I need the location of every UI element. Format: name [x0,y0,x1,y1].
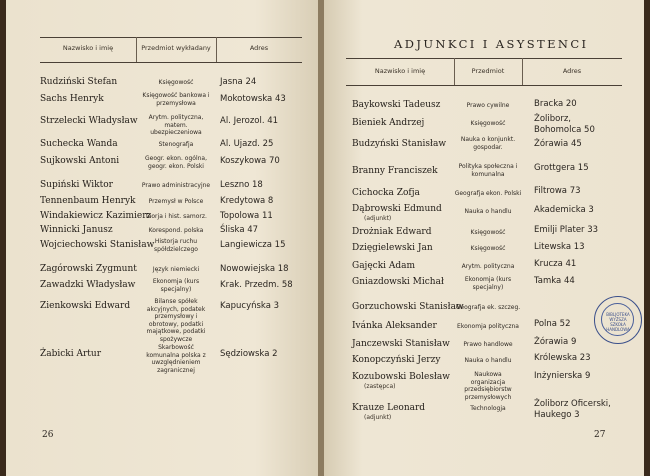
subject: Prawo administracyjne [141,182,211,189]
address: Bracka 20 [534,99,577,109]
table-header-rule [346,85,622,86]
person-name: Windakiewicz Kazimierz [40,211,152,221]
address: Litewska 13 [534,242,585,252]
header-subject: Przedmiot [471,67,505,75]
person-name: Branny Franciszek [352,166,438,176]
role-note: (adjunkt) [364,414,392,421]
address: Sędziowska 2 [220,349,278,359]
person-name: Sujkowski Antoni [40,156,120,166]
subject: Geografja ek. szczeg. [455,304,521,311]
subject: Geografja ekon. Polski [454,190,522,197]
address: Śliska 47 [220,225,259,235]
person-name: Gorzuchowski Stanisław [352,302,464,312]
person-name: Krauze Leonard [352,403,426,413]
page-number: 26 [42,430,54,440]
subject: Geogr. ekon. ogólna, geogr. ekon. Polski [145,155,207,170]
header-address: Adres [562,67,582,75]
address: Żórawia 9 [534,337,577,347]
person-name: Gniazdowski Michał [352,277,444,287]
address: Żoliborz, Bohomolca 50 [534,114,595,135]
address: Tamka 44 [534,276,575,286]
section-title: ADJUNKCI I ASYSTENCI [394,37,589,51]
address: Żoliborz Oficerski, Haukego 3 [534,399,611,420]
person-name: Winnicki Janusz [40,225,113,235]
address: Al. Ujazd. 25 [220,139,274,149]
person-name: Drożniak Edward [352,227,432,237]
table-top-rule [40,37,302,38]
subject: Skarbowość komunalna polska z uwzględnieniem zagranicznej [146,344,206,374]
role-note: (zastępca) [364,383,396,390]
subject: Język niemiecki [152,266,200,273]
address: Akademicka 3 [534,205,594,215]
person-name: Sachs Henryk [40,94,104,104]
address: Jasna 24 [220,77,257,87]
person-name: Dąbrowski Edmund [352,204,442,214]
address: Mokotowska 43 [220,94,286,104]
address: Filtrowa 73 [534,186,581,196]
subject: Arytm. polityczna [461,263,515,270]
address: Al. Jerozol. 41 [220,116,279,126]
person-name: Ivánka Aleksander [352,321,437,331]
subject: Nauka o handlu [464,357,512,364]
stamp-text: BIBLJOTEKA WYŻSZA SZKOŁA HANDLOWA [606,312,630,332]
person-name: Supiński Wiktor [40,180,113,190]
person-name: Bieniek Andrzej [352,118,425,128]
address: Królewska 23 [534,353,591,363]
header-subject: Przedmiot wykładany [141,44,211,52]
table-header-rule [40,62,302,63]
address: Topolowa 11 [220,211,273,221]
address: Nowowiejska 18 [220,264,289,274]
person-name: Kozubowski Bolesław [352,372,450,382]
subject: Bilanse spółek akcyjnych, podatek przemysłowy i obrotowy, podatki majątkowe, podatki spożywcze [146,298,206,343]
subject: Teorja i hist. samorz. [145,213,207,220]
library-stamp [594,296,642,344]
person-name: Zienkowski Edward [40,301,131,311]
address: Kredytowa 8 [220,196,274,206]
address: Grottgera 15 [534,163,589,173]
address: Żórawia 45 [534,139,582,149]
address: Krucza 41 [534,259,577,269]
address: Polna 52 [534,319,571,329]
person-name: Zawadzki Władysław [40,280,136,290]
person-name: Dzięgielewski Jan [352,243,433,253]
subject: Księgowość bankowa i przemysłowa [142,92,210,107]
person-name: Tennenbaum Henryk [40,196,136,206]
subject: Naukowa organizacja przedsiębiorstw przemysłowych [464,371,512,401]
subject: Księgowość [470,245,506,252]
address: Leszno 18 [220,180,263,190]
subject: Ekonomja polityczna [457,323,519,330]
person-name: Baykowski Tadeusz [352,100,441,110]
subject: Ekonomja (kurs specjalny) [464,276,512,291]
person-name: Budzyński Stanisław [352,139,447,149]
subject: Księgowość [470,120,506,127]
subject: Przemysł w Polsce [148,198,204,205]
person-name: Rudziński Stefan [40,77,118,87]
header-address: Adres [249,44,269,52]
subject: Nauka o handlu [464,208,512,215]
subject: Stenografja [158,141,194,148]
person-name: Strzelecki Władysław [40,116,138,126]
address: Krak. Przedm. 58 [220,280,293,290]
subject: Korespond. polska [148,227,204,234]
subject: Polityka społeczna i komunalna [458,163,518,178]
header-name: Nazwisko i imię [374,67,426,75]
subject: Prawo cywilne [466,102,510,109]
page-number: 27 [594,430,606,440]
address: Inżynierska 9 [534,371,591,381]
subject: Prawo handlowe [463,341,513,348]
subject: Księgowość [470,229,506,236]
person-name: Janczewski Stanisław [352,339,450,349]
person-name: Konopczyński Jerzy [352,355,441,365]
person-name: Wojciechowski Stanisław [40,240,155,250]
person-name: Suchecka Wanda [40,139,118,149]
address: Koszykowa 70 [220,156,280,166]
subject: Nauka o konjunkt. gospodar. [460,136,516,151]
person-name: Gajęcki Adam [352,261,416,271]
role-note: (adjunkt) [364,215,392,222]
address: Kapucyńska 3 [220,301,280,311]
subject: Historja ruchu spółdzielczego [154,238,198,253]
subject: Arytm. polityczna, matem. ubezpieczeniowa [148,114,204,136]
subject: Ekonomja (kurs specjalny) [152,278,200,293]
table-top-rule [346,58,622,59]
header-name: Nazwisko i imię [62,44,114,52]
subject: Księgowość [158,79,194,86]
person-name: Żabicki Artur [40,349,102,359]
person-name: Zagórowski Zygmunt [40,264,137,274]
address: Emilji Plater 33 [534,225,599,235]
person-name: Cichocka Zofja [352,188,420,198]
right-page [324,0,644,476]
address: Langiewicza 15 [220,240,286,250]
left-page [6,0,318,476]
subject: Technologja [470,405,506,412]
